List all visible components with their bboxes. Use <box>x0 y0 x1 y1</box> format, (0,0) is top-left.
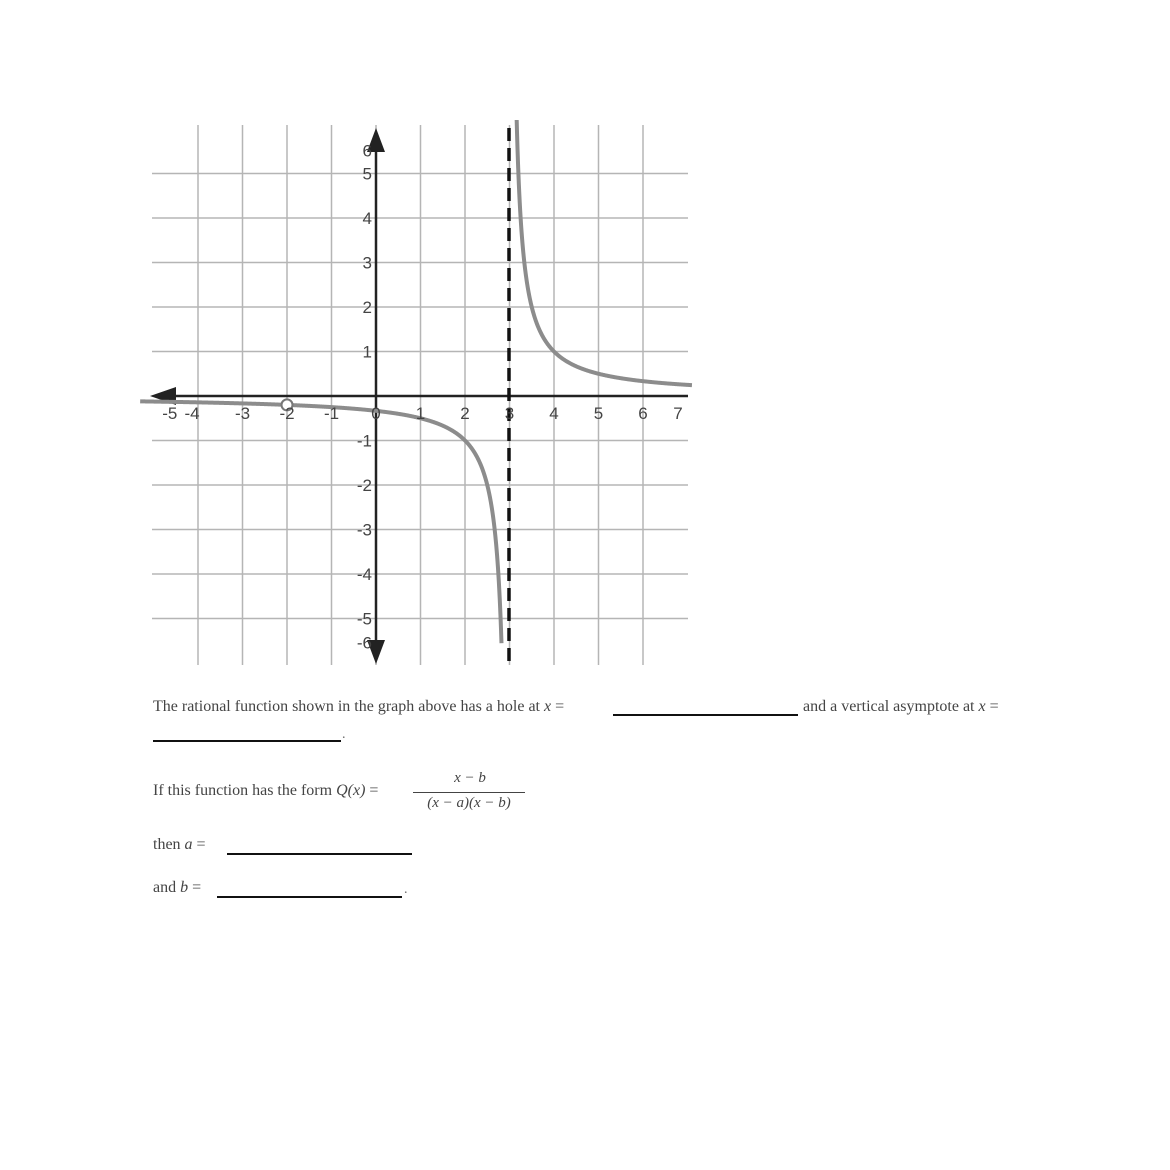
curve-right-branch <box>516 120 692 385</box>
curve-left-branch <box>140 401 501 643</box>
y-tick-label: -3 <box>356 520 372 540</box>
form-text: If this function has the form Q(x) = <box>153 782 379 799</box>
b-label: and b = <box>153 879 202 896</box>
asymptote-answer-blank[interactable] <box>153 740 341 742</box>
x-tick-label: -2 <box>279 404 295 423</box>
y-tick-label: 5 <box>362 164 372 184</box>
axes <box>150 128 688 664</box>
x-tick-label: -5 <box>162 404 178 423</box>
hole-answer-input[interactable] <box>613 693 802 712</box>
x-tick-label: 5 <box>593 404 604 423</box>
x-tick-label: -4 <box>184 404 200 423</box>
var-b: b <box>180 879 189 896</box>
x-tick-label: 6 <box>638 404 648 423</box>
y-tick-label: -1 <box>356 431 372 451</box>
fraction-numerator: x − b <box>454 770 486 786</box>
rational-function-graph <box>140 120 700 670</box>
fraction-bar <box>413 792 525 793</box>
hole-answer-blank[interactable] <box>613 714 798 716</box>
b-answer-input[interactable] <box>217 875 406 894</box>
var-x-2: x <box>978 698 986 715</box>
func-q-of-x: Q(x) <box>336 782 366 799</box>
a-label: then a = <box>153 836 206 853</box>
period: . <box>342 727 346 742</box>
x-tick-label: 3 <box>504 404 515 423</box>
x-tick-label: 0 <box>371 404 381 423</box>
y-tick-label: 6 <box>362 141 372 161</box>
x-tick-label: 1 <box>415 404 426 423</box>
b-answer-blank[interactable] <box>217 896 402 898</box>
x-tick-label: 7 <box>673 404 683 423</box>
question-asymptote-text: and a vertical asymptote at x = <box>803 698 999 715</box>
a-answer-blank[interactable] <box>227 853 412 855</box>
a-answer-input[interactable] <box>227 832 416 851</box>
y-tick-label: 4 <box>362 209 372 228</box>
x-tick-label: 2 <box>460 404 470 423</box>
y-tick-label: 2 <box>362 298 372 317</box>
x-tick-label: -1 <box>323 404 340 423</box>
x-tick-label: 4 <box>549 404 559 423</box>
x-tick-labels <box>162 404 683 423</box>
x-tick-label: -3 <box>234 404 251 423</box>
y-tick-label: 3 <box>362 253 372 273</box>
var-x: x <box>544 698 552 715</box>
asymptote-answer-input[interactable] <box>153 719 345 738</box>
y-tick-label: 1 <box>362 342 372 362</box>
fraction-denominator: (x − a)(x − b) <box>427 795 511 811</box>
period-2: . <box>404 882 408 897</box>
question-hole-text: The rational function shown in the graph above has a hole at x = <box>153 698 565 715</box>
var-a: a <box>184 836 193 853</box>
y-tick-label: -5 <box>356 609 372 629</box>
y-tick-label: -6 <box>356 633 372 653</box>
y-tick-label: -2 <box>356 476 372 495</box>
y-tick-label: -4 <box>356 565 372 584</box>
